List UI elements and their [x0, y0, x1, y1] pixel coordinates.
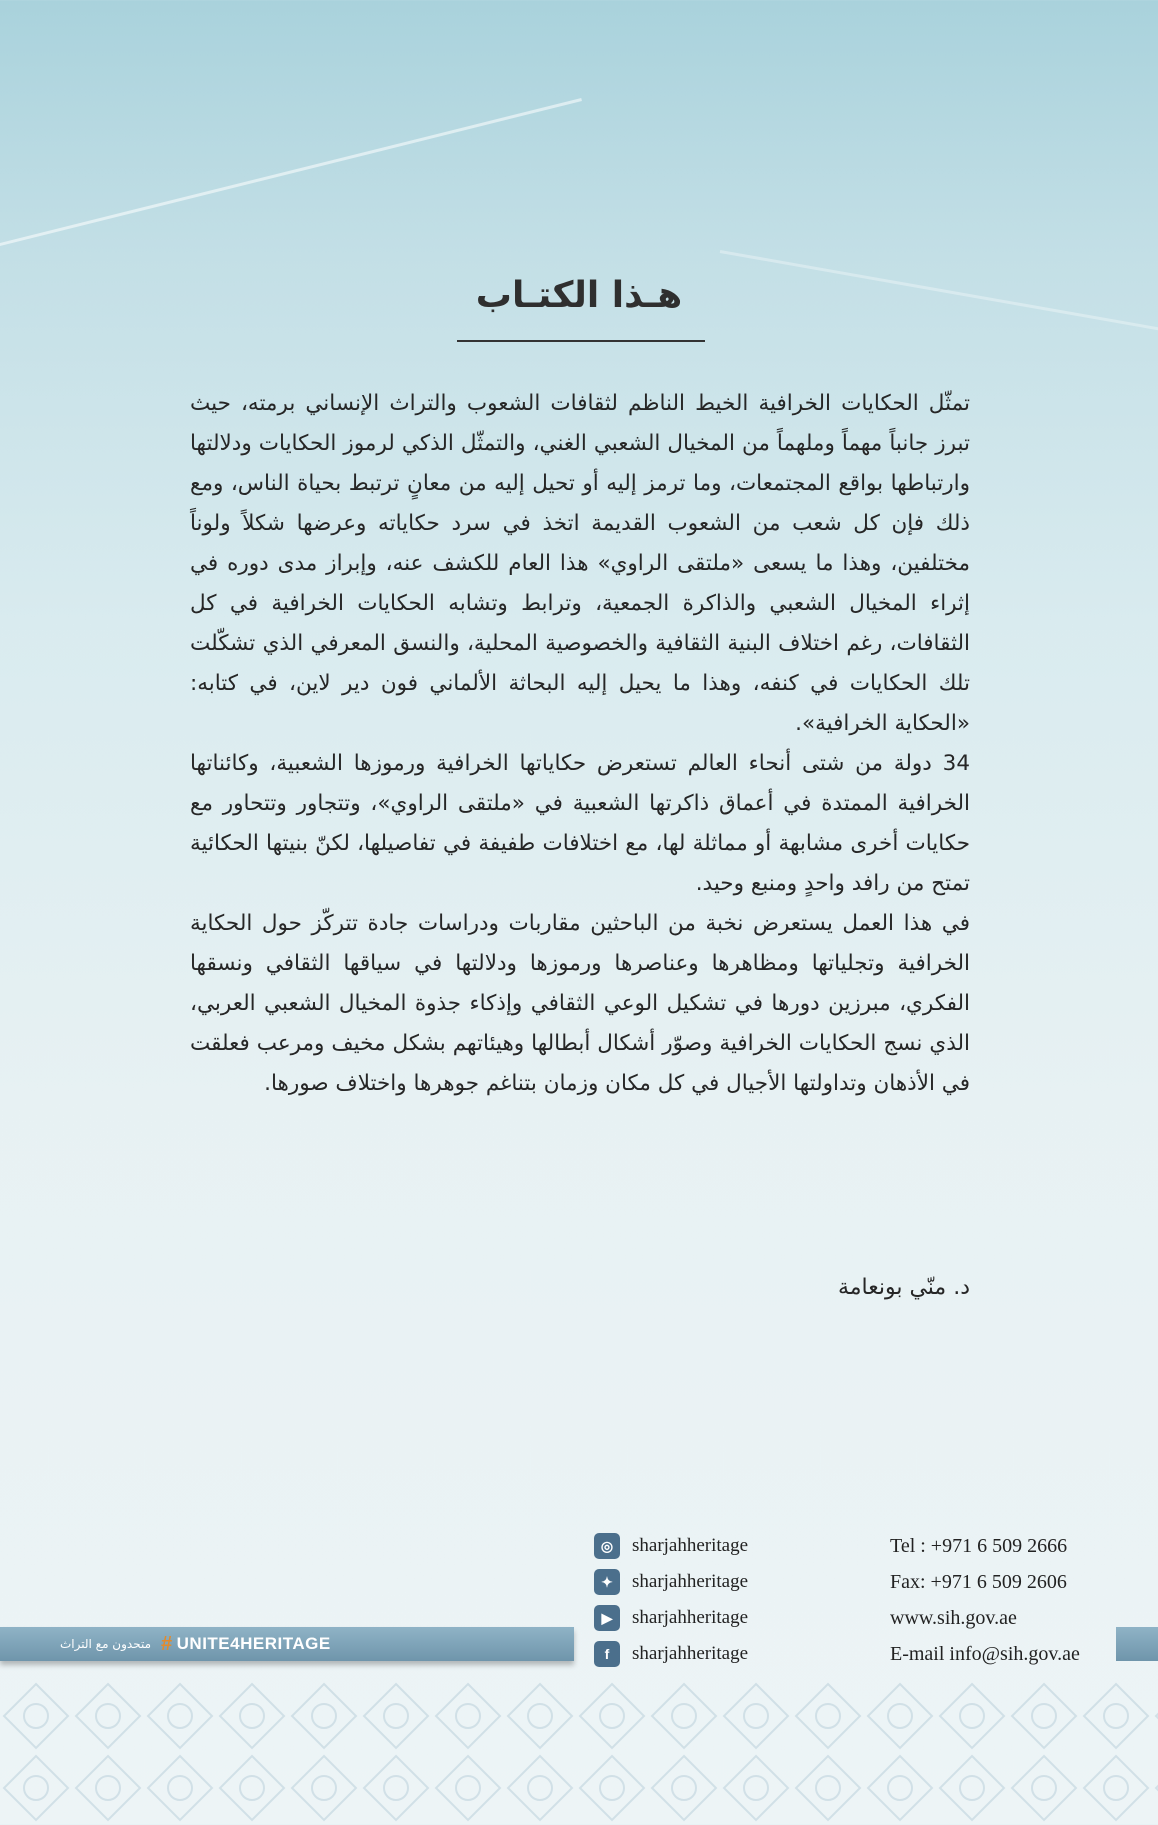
- contact-email[interactable]: E-mail info@sih.gov.ae: [890, 1643, 1080, 1665]
- footer-band-right: [1116, 1627, 1158, 1661]
- author-signature: د. منّي بونعامة: [837, 1275, 970, 1300]
- social-links: [594, 1528, 748, 1672]
- contact-tel: Tel : +971 6 509 2666: [890, 1535, 1068, 1557]
- instagram-icon: ◎: [594, 1533, 620, 1559]
- unite-label: UNITE4HERITAGE: [176, 1634, 331, 1653]
- contact-website[interactable]: www.sih.gov.ae: [890, 1607, 1017, 1629]
- page-title-wrap: [0, 275, 1158, 316]
- sky-streak: [0, 98, 582, 251]
- unite4heritage-logo: [60, 1627, 331, 1661]
- body-text: [190, 384, 970, 1104]
- twitter-icon: ✦: [594, 1569, 620, 1595]
- social-link-facebook[interactable]: [594, 1636, 748, 1672]
- social-link-instagram[interactable]: [594, 1528, 748, 1564]
- paragraph: في هذا العمل يستعرض نخبة من الباحثين مقاربات ودراسات جادة تتركّز حول الحكاية الخرافية وتجلياتها ومظاهرها وعناصرها ورموزها ودلالتها في سياقها الثقافي ونسقها الفكري، مبرزين دورها في تشكيل الوعي الثقافي وإذكاء جذوة المخيال الشعبي العربي، الذي نسج الحكايات الخرافية وصوّر أشكال أبطالها وهيئاتهم بشكل مخيف ومرعب فعلقت في الأذهان وتداولتها الأجيال في كل مكان وزمان بتناغم جوهرها واختلاف صورها.: [190, 911, 970, 1096]
- geometric-pattern: [0, 1680, 1158, 1825]
- paragraph: تمثّل الحكايات الخرافية الخيط الناظم لثقافات الشعوب والتراث الإنساني برمته، حيث تبرز جانباً مهماً وملهماً من المخيال الشعبي الغني، والتمثّل الذكي لرموز الحكايات ودلالتها وارتباطها بواقع المجتمعات، وما ترمز إليه أو تحيل إليه من معانٍ ترتبط بحياة الناس، ومع ذلك فإن كل شعب من الشعوب القديمة اتخذ في سرد حكاياته وعرضها شكلاً ولوناً مختلفين، وهذا ما يسعى «ملتقى الراوي» هذا العام للكشف عنه، وإبراز مدى دوره في إثراء المخيال الشعبي والذاكرة الجمعية، وترابط وتشابه الحكايات الخرافية في كل الثقافات، رغم اختلاف البنية الثقافية والخصوصية المحلية، والنسق المعرفي الذي تشكّلت تلك الحكايات في كنفه، وهذا ما يحيل إليه البحاثة الألماني فون دير لاين، في كتابه: «الحكاية الخرافية».: [190, 391, 970, 736]
- page-title: هـذا الكتـاب: [475, 275, 683, 316]
- paragraph: 34 دولة من شتى أنحاء العالم تستعرض حكاياتها الخرافية ورموزها الشعبية، وكائناتها الخرافية الممتدة في أعماق ذاكرتها الشعبية في «ملتقى الراوي»، وتتجاور وتتحاور مع حكايات أخرى مشابهة أو مماثلة لها، مع اختلافات طفيفة في تفاصيلها، لكنّ بنيتها الحكائية تمتح من رافد واحدٍ ومنبع وحيد.: [190, 751, 970, 896]
- contact-fax: Fax: +971 6 509 2606: [890, 1571, 1067, 1593]
- youtube-icon: ▶: [594, 1605, 620, 1631]
- social-link-twitter[interactable]: [594, 1564, 748, 1600]
- social-handle: sharjahheritage: [632, 1607, 749, 1628]
- social-link-youtube[interactable]: [594, 1600, 748, 1636]
- social-handle: sharjahheritage: [632, 1571, 749, 1592]
- contact-info: [890, 1528, 1080, 1672]
- title-underline: [457, 340, 705, 342]
- facebook-icon: f: [594, 1641, 620, 1667]
- social-handle: sharjahheritage: [632, 1535, 749, 1556]
- unite-hash-icon: #: [161, 1632, 173, 1655]
- social-handle: sharjahheritage: [632, 1643, 749, 1664]
- unite-arabic-tagline: متحدون مع التراث: [60, 1637, 152, 1651]
